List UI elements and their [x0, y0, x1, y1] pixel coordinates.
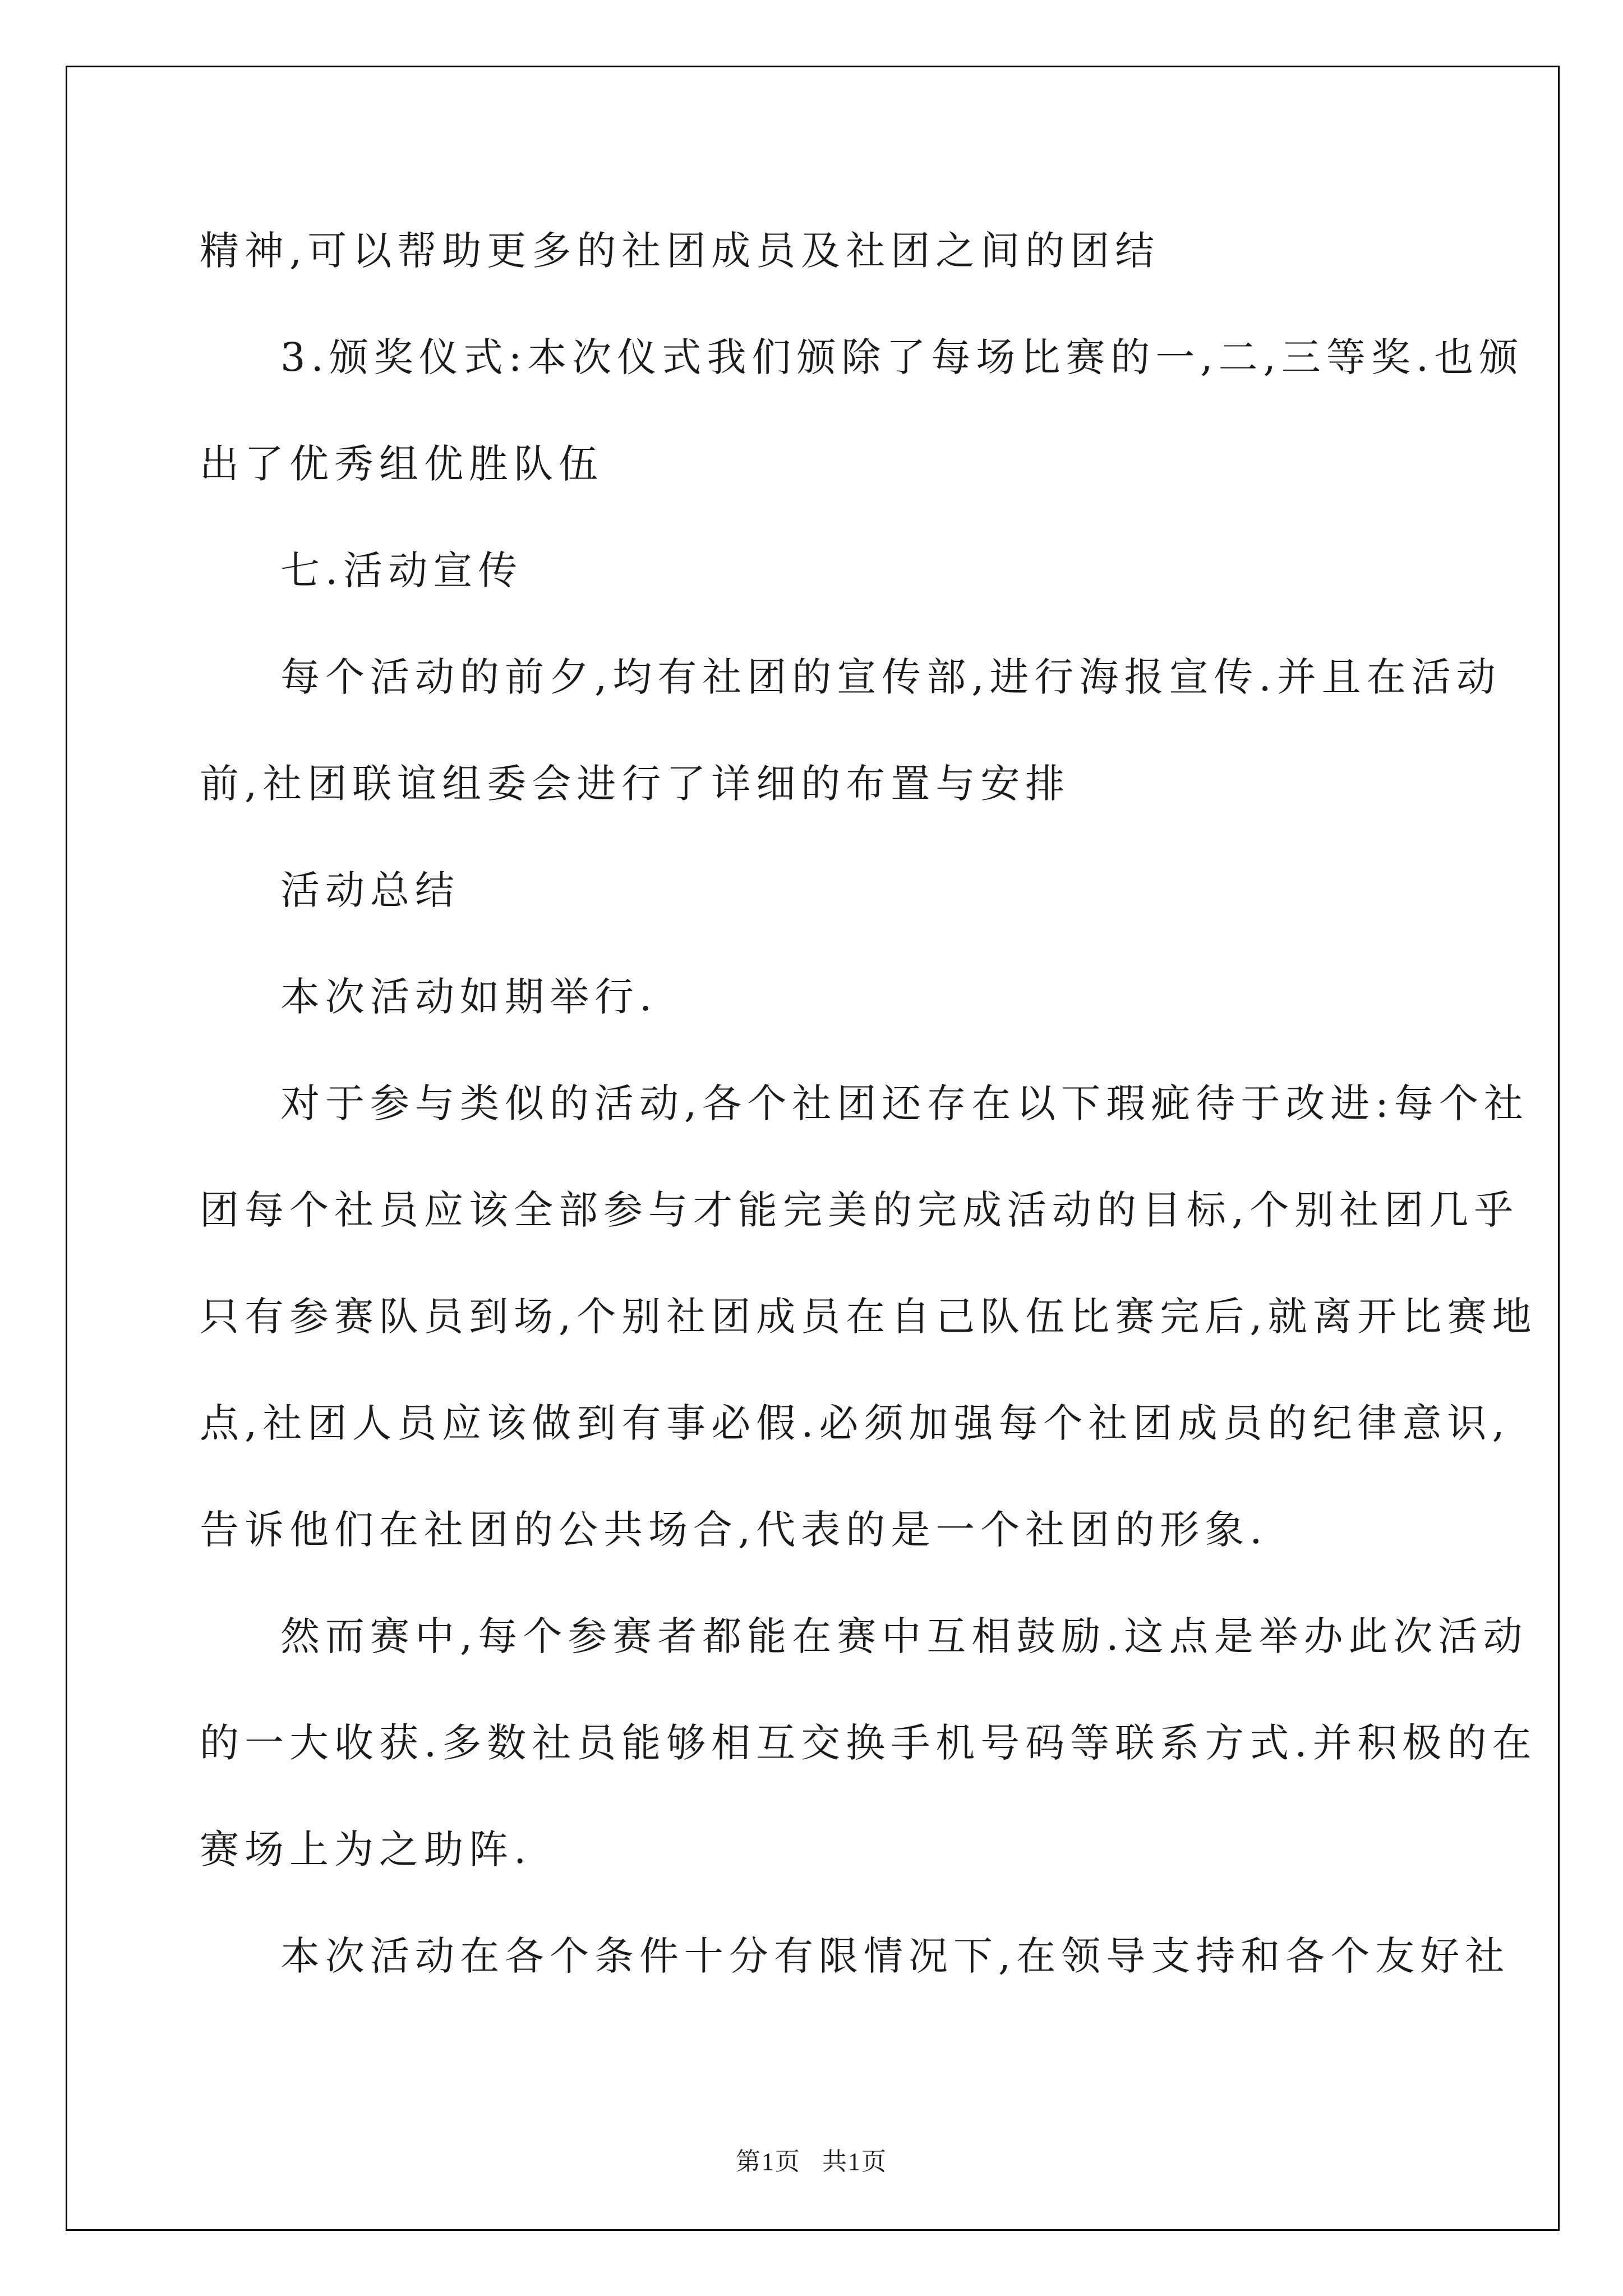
- text-line-1: 精神,可以帮助更多的社团成员及社团之间的团结: [200, 228, 1160, 274]
- text-line-14: 然而赛中,每个参赛者都能在赛中互相鼓励.这点是举办此次活动: [280, 1613, 1528, 1659]
- text-line-6: 前,社团联谊组委会进行了详细的布置与安排: [200, 761, 1071, 807]
- text-line-12: 点,社团人员应该做到有事必假.必须加强每个社团成员的纪律意识,: [200, 1400, 1510, 1446]
- page-footer: [0, 2150, 1623, 2174]
- text-line-17: 本次活动在各个条件十分有限情况下,在领导支持和各个友好社: [280, 1933, 1510, 1979]
- text-line-2: 3.颁奖仪式:本次仪式我们颁除了每场比赛的一,二,三等奖.也颁: [280, 334, 1524, 380]
- text-line-16: 赛场上为之助阵.: [200, 1826, 532, 1872]
- text-line-15: 的一大收获.多数社员能够相互交换手机号码等联系方式.并积极的在: [200, 1720, 1537, 1766]
- section-heading-summary: 活动总结: [280, 867, 460, 913]
- page-total: 共1页: [822, 2148, 887, 2175]
- text-line-9: 对于参与类似的活动,各个社团还存在以下瑕疵待于改进:每个社: [280, 1080, 1529, 1126]
- text-line-8: 本次活动如期举行.: [280, 974, 658, 1020]
- text-line-13: 告诉他们在社团的公共场合,代表的是一个社团的形象.: [200, 1507, 1268, 1553]
- page-number: 第1页: [736, 2148, 801, 2175]
- text-line-3: 出了优秀组优胜队伍: [200, 441, 603, 487]
- text-line-5: 每个活动的前夕,均有社团的宣传部,进行海报宣传.并且在活动: [280, 654, 1501, 700]
- page-border: [66, 66, 1560, 2231]
- section-heading-publicity: 七.活动宣传: [280, 547, 523, 593]
- text-line-10: 团每个社员应该全部参与才能完美的完成活动的目标,个别社团几乎: [200, 1187, 1519, 1233]
- text-line-11: 只有参赛队员到场,个别社团成员在自己队伍比赛完后,就离开比赛地: [200, 1294, 1537, 1340]
